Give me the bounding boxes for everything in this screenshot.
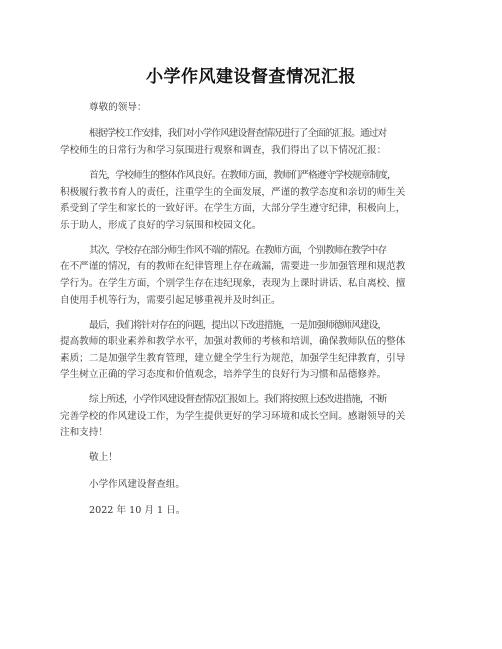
signature: 小学作风建设督查组。 xyxy=(89,478,185,490)
closing: 敬上！ xyxy=(89,452,118,464)
text-line: 在不严谨的情况，有的教师在纪律管理上存在疏漏，需要进一步加强管理和规范教 xyxy=(60,261,406,273)
text-line: 学校师生的日常行为和学习氛围进行观察和调查，我们得出了以下情况汇报： xyxy=(60,144,387,156)
paragraph-second-point xyxy=(60,243,444,309)
salutation: 尊敬的领导： xyxy=(89,102,147,113)
paragraph-conclusion xyxy=(60,392,444,442)
text-line: 综上所述，小学作风建设督查情况汇报如上。我们将按照上述改进措施，不断 xyxy=(89,394,387,406)
document-title: 小学作风建设督查情况汇报 xyxy=(146,67,356,87)
date: 2022 年 10 月 1 日。 xyxy=(89,505,186,517)
paragraph-first-point xyxy=(60,168,444,234)
paragraph-improvements xyxy=(60,318,444,384)
text-line: 素质；二是加强学生教育管理，建立健全学生行为规范，加强学生纪律教育，引导 xyxy=(60,352,406,364)
document-body xyxy=(60,100,444,530)
text-line: 首先，学校师生的整体作风良好。在教师方面，教师们严格遵守学校规章制度， xyxy=(89,169,396,181)
text-line: 系受到了学生和家长的一致好评。在学生方面，大部分学生遵守纪律，积极向上， xyxy=(60,203,406,215)
text-line: 最后，我们将针对存在的问题，提出以下改进措施，一是加强师德师风建设， xyxy=(89,319,387,331)
text-line: 积极履行教书育人的责任，注重学生的全面发展，严谨的教学态度和亲切的师生关 xyxy=(60,186,406,198)
text-line: 学生树立正确的学习态度和价值观念，培养学生的良好行为习惯和品德修养。 xyxy=(60,369,387,381)
text-line: 完善学校的作风建设工作，为学生提供更好的学习环境和成长空间。感谢领导的关 xyxy=(60,410,406,422)
paragraph-intro xyxy=(60,126,444,159)
text-line: 根据学校工作安排，我们对小学作风建设督查情况进行了全面的汇报。通过对 xyxy=(89,128,387,140)
text-line: 自使用手机等行为，需要引起足够重视并及时纠正。 xyxy=(60,294,281,306)
text-line: 注和支持！ xyxy=(60,427,108,439)
text-line: 乐于助人，形成了良好的学习氛围和校园文化。 xyxy=(60,219,262,231)
text-line: 提高教师的职业素养和教学水平，加强对教师的考核和培训，确保教师队伍的整体 xyxy=(60,336,406,348)
text-line: 学行为。在学生方面，个别学生存在违纪现象，表现为上课时讲话、私自离校、擅 xyxy=(60,277,406,289)
text-line: 其次，学校存在部分师生作风不端的情况。在教师方面，个别教师在教学中存 xyxy=(89,244,387,256)
